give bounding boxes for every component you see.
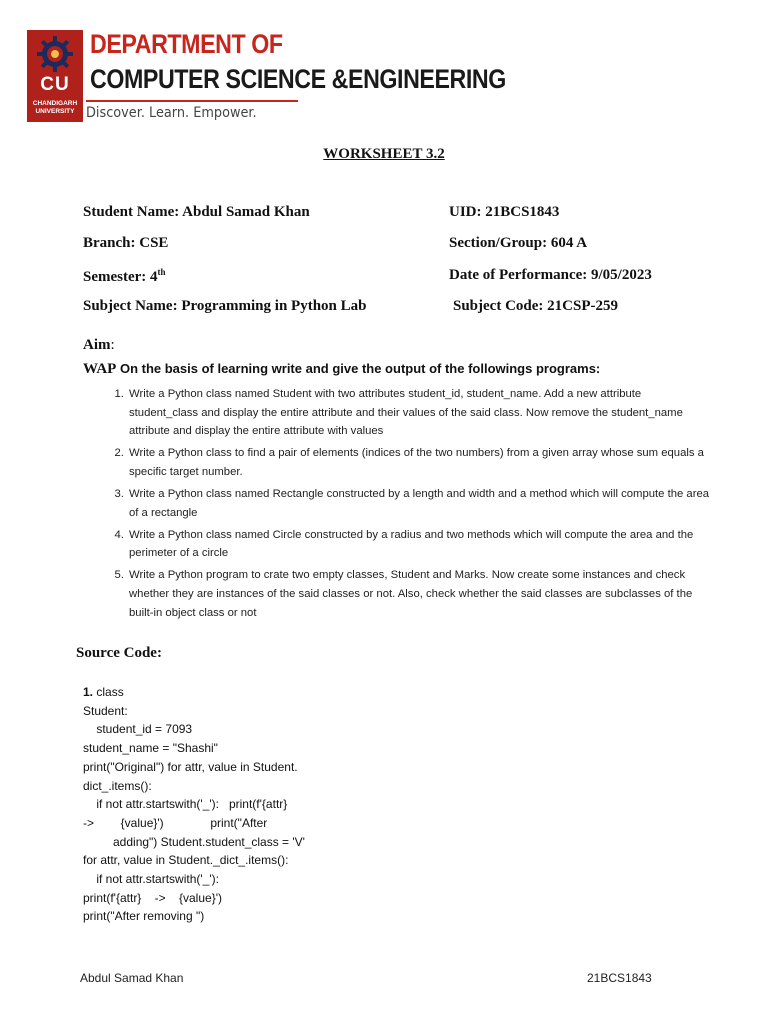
logo-text: CU [40, 74, 70, 95]
logo-subtext: CHANDIGARH UNIVERSITY [32, 100, 78, 115]
date-of-performance: Date of Performance: 9/05/2023 [449, 267, 652, 283]
code-line: 1. class [83, 685, 124, 699]
code-line: Student: [83, 703, 128, 718]
code-line: -> {value}') print("After [83, 815, 268, 830]
code-line: print("After removing ") [83, 909, 205, 924]
university-logo [27, 30, 83, 122]
gear-emblem-icon [37, 36, 73, 72]
code-line: print(f'{attr} -> {value}') [83, 890, 222, 905]
section-group: Section/Group: 604 A [449, 235, 588, 251]
code-line: if not attr.startswith('_'): print(f'{attr} [83, 797, 288, 812]
aim-heading: Aim: [83, 337, 115, 353]
code-line: student_name = "Shashi" [83, 741, 218, 756]
list-item: 2. Write a Python class to find a pair of elements (indices of the two numbers) from a given array whose sum equals a specific target number. [127, 444, 712, 481]
header-divider [86, 100, 298, 102]
code-line: for attr, value in Student._dict_.items(): [83, 853, 289, 868]
code-line: dict_.items(): [83, 778, 152, 793]
department-heading-line2: COMPUTER SCIENCE &ENGINEERING [90, 64, 506, 94]
worksheet-title: WORKSHEET 3.2 [323, 146, 445, 162]
code-block [83, 683, 305, 926]
subject-code: Subject Code: 21CSP-259 [453, 298, 618, 314]
task-list [90, 385, 712, 626]
code-line: adding") Student.student_class = 'V' [83, 834, 305, 849]
code-line: print("Original") for attr, value in Student. [83, 759, 298, 774]
code-line: student_id = 7093 [83, 722, 193, 737]
code-line: if not attr.startswith('_'): [83, 872, 219, 887]
uid: UID: 21BCS1843 [449, 204, 560, 220]
wap-statement: WAP On the basis of learning write and give the output of the followings programs: [83, 361, 601, 377]
footer-uid: 21BCS1843 [587, 971, 652, 985]
student-name: Student Name: Abdul Samad Khan [83, 204, 310, 220]
footer-name: Abdul Samad Khan [80, 971, 184, 985]
list-item: 4. Write a Python class named Circle constructed by a radius and two methods which will compute the area and the perimeter of a circle [127, 526, 712, 563]
semester: Semester: 4th [83, 267, 166, 285]
list-item: 3. Write a Python class named Rectangle constructed by a length and width and a method which will compute the area of a rectangle [127, 485, 712, 522]
list-item: 5. Write a Python program to crate two empty classes, Student and Marks. Now create some instances and check whether they are instances of the said classes or not. Also, check whether the said classes are subclasses of the built-in object class or not [127, 566, 712, 622]
source-code-heading: Source Code: [76, 645, 162, 661]
subject-name: Subject Name: Programming in Python Lab [83, 298, 367, 314]
department-heading-line1: DEPARTMENT OF [90, 29, 283, 59]
tagline: Discover. Learn. Empower. [86, 105, 257, 121]
list-item: 1. Write a Python class named Student with two attributes student_id, student_name. Add a new attribute student_class and display the entire attribute and their values of the said class. Now remove the student_name attribute and display the entire attribute with values [127, 385, 712, 441]
branch: Branch: CSE [83, 235, 169, 251]
